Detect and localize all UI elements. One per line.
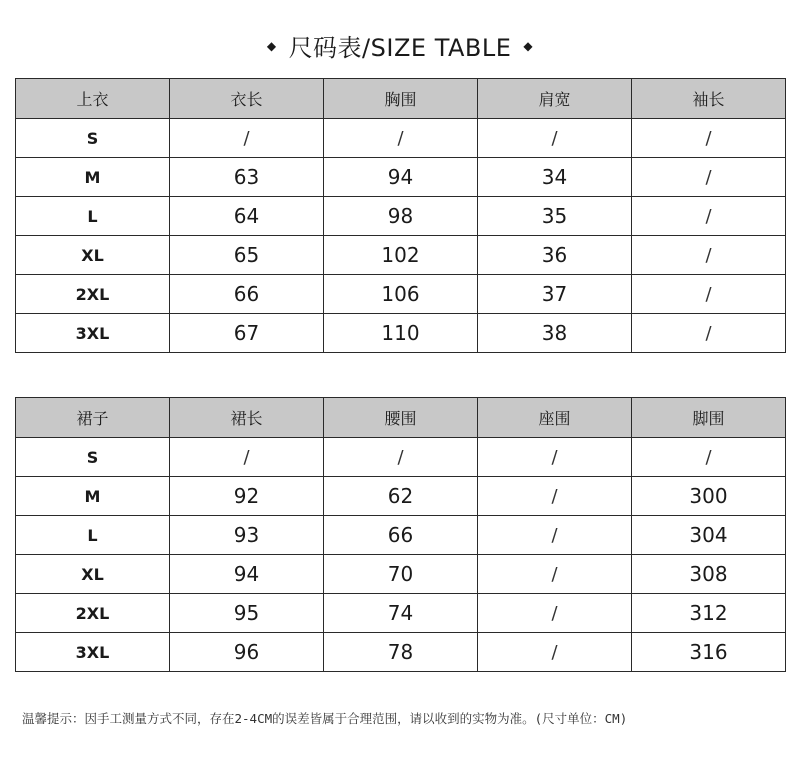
size-label-cell: 2XL: [16, 594, 170, 633]
table-row: [16, 197, 786, 236]
measurement-cell: 34: [478, 158, 632, 197]
measurement-cell: 66: [170, 275, 324, 314]
diamond-icon: ◆: [266, 39, 277, 53]
measurement-cell: /: [632, 158, 786, 197]
table-row: [16, 236, 786, 275]
size-label-cell: L: [16, 516, 170, 555]
top-size-table: [15, 78, 786, 353]
measurement-cell: /: [632, 236, 786, 275]
measurement-cell: 110: [324, 314, 478, 353]
measurement-cell: /: [324, 438, 478, 477]
table-row: [16, 438, 786, 477]
column-header: 胸围: [324, 79, 478, 119]
measurement-cell: 36: [478, 236, 632, 275]
measurement-cell: 94: [324, 158, 478, 197]
measurement-cell: 312: [632, 594, 786, 633]
page-title: [0, 28, 800, 63]
measurement-cell: 93: [170, 516, 324, 555]
measurement-cell: /: [478, 477, 632, 516]
table-row: [16, 594, 786, 633]
measurement-cell: /: [632, 119, 786, 158]
measurement-cell: 37: [478, 275, 632, 314]
measurement-cell: /: [632, 275, 786, 314]
column-header: 裙子: [16, 398, 170, 438]
measurement-cell: 92: [170, 477, 324, 516]
size-label-cell: S: [16, 438, 170, 477]
column-header: 裙长: [170, 398, 324, 438]
measurement-cell: 304: [632, 516, 786, 555]
table-row: [16, 555, 786, 594]
size-label-cell: 3XL: [16, 314, 170, 353]
measurement-cell: /: [478, 438, 632, 477]
size-label-cell: 2XL: [16, 275, 170, 314]
column-header: 脚围: [632, 398, 786, 438]
diamond-icon: ◆: [523, 39, 534, 53]
title-text: 尺码表/SIZE TABLE: [288, 34, 512, 62]
measurement-cell: 35: [478, 197, 632, 236]
measurement-cell: 63: [170, 158, 324, 197]
measurement-cell: /: [478, 594, 632, 633]
measurement-cell: /: [632, 197, 786, 236]
measurement-cell: 95: [170, 594, 324, 633]
table-header-row: [16, 79, 786, 119]
measurement-cell: 78: [324, 633, 478, 672]
measurement-cell: /: [632, 314, 786, 353]
measurement-cell: 98: [324, 197, 478, 236]
size-label-cell: 3XL: [16, 633, 170, 672]
column-header: 衣长: [170, 79, 324, 119]
column-header: 座围: [478, 398, 632, 438]
measurement-cell: 67: [170, 314, 324, 353]
size-label-cell: L: [16, 197, 170, 236]
table-row: [16, 314, 786, 353]
size-label-cell: S: [16, 119, 170, 158]
table-row: [16, 119, 786, 158]
measurement-cell: /: [170, 438, 324, 477]
measurement-cell: 74: [324, 594, 478, 633]
measurement-cell: 64: [170, 197, 324, 236]
skirt-size-table: [15, 397, 786, 672]
table-row: [16, 158, 786, 197]
size-label-cell: XL: [16, 555, 170, 594]
column-header: 肩宽: [478, 79, 632, 119]
measurement-cell: 316: [632, 633, 786, 672]
measurement-cell: /: [478, 516, 632, 555]
measurement-cell: 38: [478, 314, 632, 353]
column-header: 袖长: [632, 79, 786, 119]
table-header-row: [16, 398, 786, 438]
measurement-note: 温馨提示：因手工测量方式不同，存在2-4CM的误差皆属于合理范围，请以收到的实物为准。(尺寸单位：CM): [22, 711, 628, 726]
measurement-cell: 308: [632, 555, 786, 594]
measurement-cell: /: [170, 119, 324, 158]
table-row: [16, 275, 786, 314]
measurement-cell: 300: [632, 477, 786, 516]
measurement-cell: 94: [170, 555, 324, 594]
measurement-cell: 62: [324, 477, 478, 516]
measurement-cell: /: [324, 119, 478, 158]
table-row: [16, 633, 786, 672]
measurement-cell: /: [478, 633, 632, 672]
measurement-cell: 65: [170, 236, 324, 275]
measurement-cell: 70: [324, 555, 478, 594]
column-header: 腰围: [324, 398, 478, 438]
measurement-cell: 102: [324, 236, 478, 275]
measurement-cell: /: [632, 438, 786, 477]
measurement-cell: 106: [324, 275, 478, 314]
measurement-cell: 66: [324, 516, 478, 555]
measurement-cell: 96: [170, 633, 324, 672]
table-row: [16, 477, 786, 516]
size-label-cell: M: [16, 477, 170, 516]
table-row: [16, 516, 786, 555]
size-label-cell: M: [16, 158, 170, 197]
column-header: 上衣: [16, 79, 170, 119]
measurement-cell: /: [478, 119, 632, 158]
measurement-cell: /: [478, 555, 632, 594]
size-label-cell: XL: [16, 236, 170, 275]
